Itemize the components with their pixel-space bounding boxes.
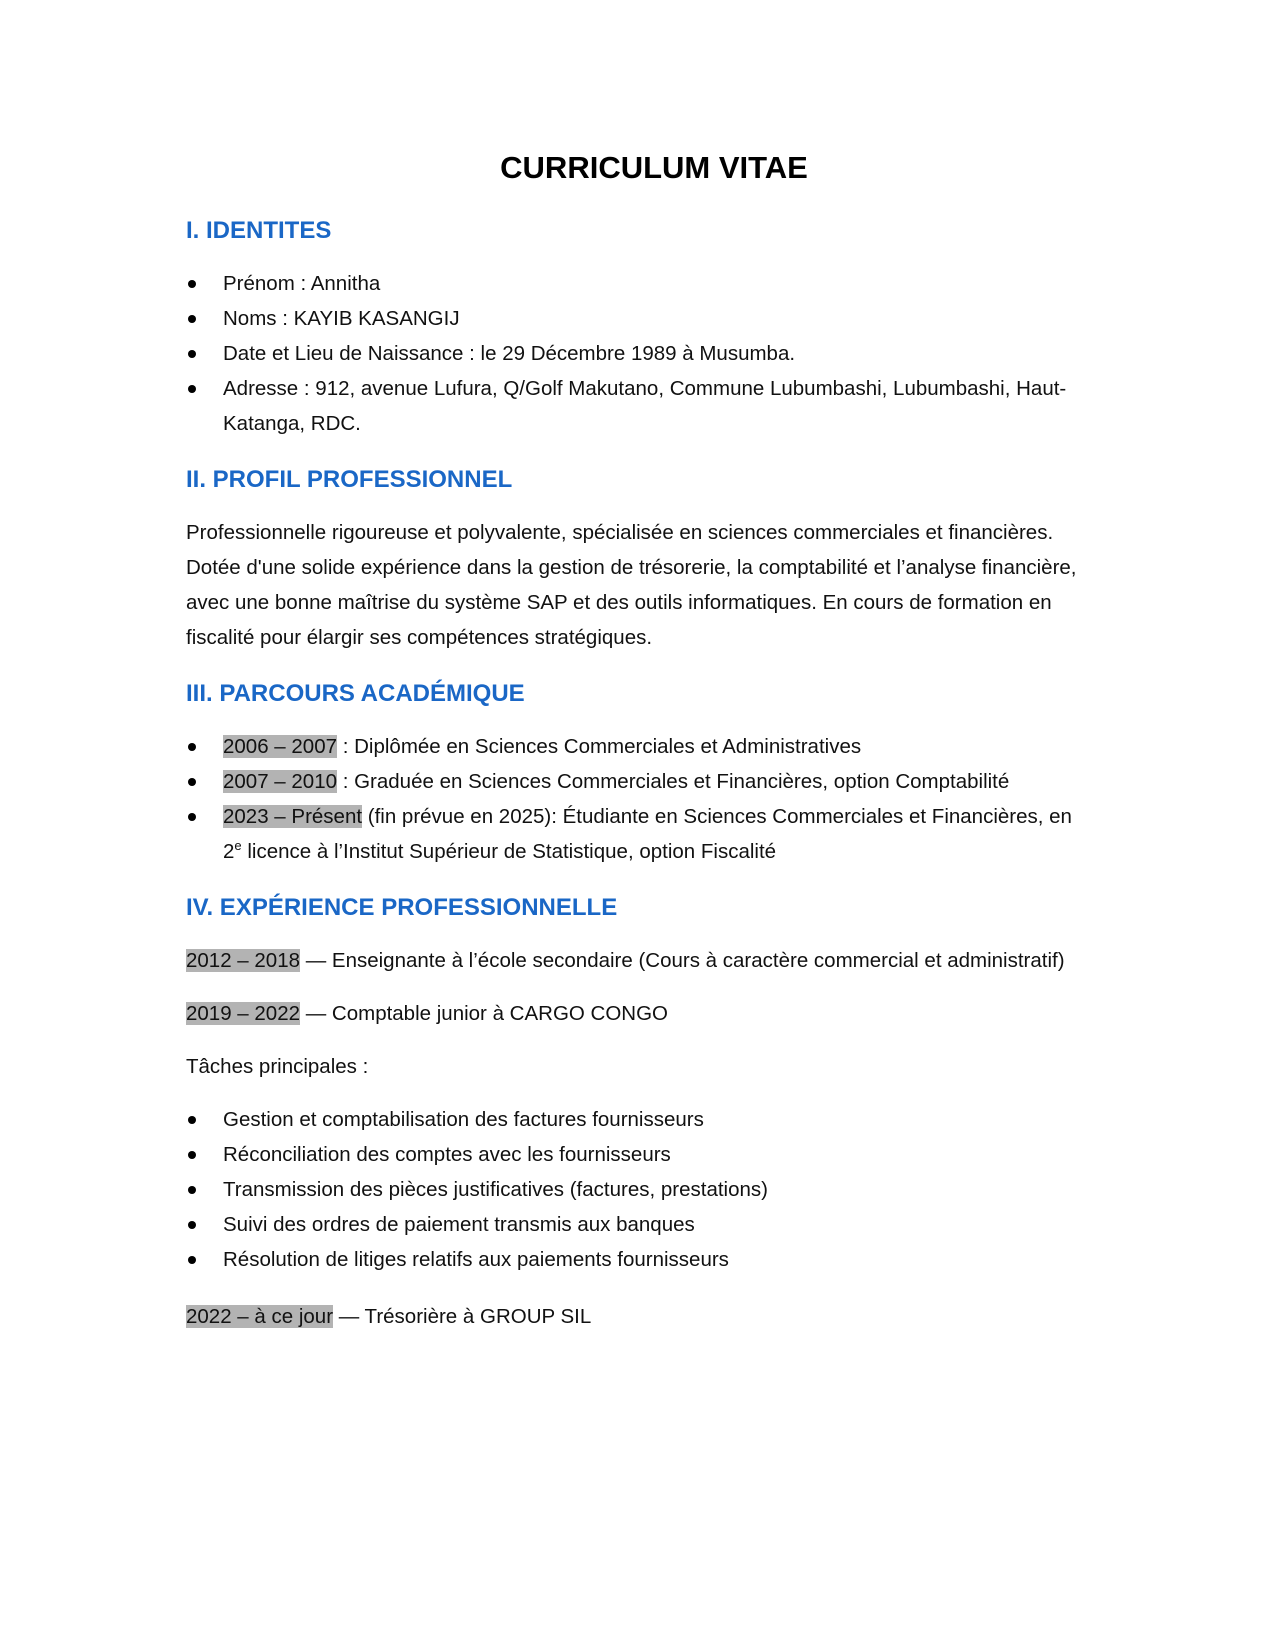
profil-paragraph: Professionnelle rigoureuse et polyvalente, spécialisée en sciences commerciales et financières. Dotée d'une solide expérience dans la gestion de trésorerie, la comptabilité et l’analyse financière, avec une bonne maîtrise du système SAP et des outils informatiques. En cours de formation en fiscalité pour élargir ses compétences stratégiques. <box>186 521 1077 649</box>
parcours-item <box>186 729 1086 764</box>
parcours-list <box>186 729 1086 869</box>
parcours-item <box>186 799 1086 869</box>
job-entry-current <box>186 1299 1086 1334</box>
task-item: Suivi des ordres de paiement transmis aux banques <box>186 1207 1086 1242</box>
task-item: Réconciliation des comptes avec les fournisseurs <box>186 1137 1086 1172</box>
parcours-item-text: : Diplômée en Sciences Commerciales et Administratives <box>337 735 862 758</box>
task-item: Transmission des pièces justificatives (factures, prestations) <box>186 1172 1086 1207</box>
identites-item-noms: Noms : KAYIB KASANGIJ <box>186 301 1086 336</box>
identites-item-adresse: Adresse : 912, avenue Lufura, Q/Golf Makutano, Commune Lubumbashi, Lubumbashi, Haut-Katanga, RDC. <box>186 371 1086 441</box>
task-item: Résolution de litiges relatifs aux paiements fournisseurs <box>186 1242 1086 1277</box>
identites-list <box>186 266 1086 441</box>
period-highlight: 2019 – 2022 <box>186 1002 301 1025</box>
parcours-item-text: (fin prévue en 2025): Étudiante en Sciences Commerciales et Financières, en 2 <box>223 805 1072 863</box>
section-heading-profil: II. PROFIL PROFESSIONNEL <box>186 466 513 493</box>
task-item: Gestion et comptabilisation des factures fournisseurs <box>186 1102 1086 1137</box>
period-highlight: 2022 – à ce jour <box>186 1305 334 1328</box>
section-heading-identites: I. IDENTITES <box>186 217 332 244</box>
parcours-item-text-end: licence à l’Institut Supérieur de Statistique, option Fiscalité <box>241 840 777 863</box>
period-highlight: 2006 – 2007 <box>223 735 338 758</box>
section-heading-parcours: III. PARCOURS ACADÉMIQUE <box>186 680 525 707</box>
parcours-item <box>186 764 1086 799</box>
superscript: e <box>234 838 242 854</box>
period-highlight: 2012 – 2018 <box>186 949 301 972</box>
job-entry <box>186 996 1086 1031</box>
period-highlight: 2007 – 2010 <box>223 770 338 793</box>
tasks-list <box>186 1102 1086 1277</box>
parcours-item-text: : Graduée en Sciences Commerciales et Financières, option Comptabilité <box>337 770 1010 793</box>
period-highlight: 2023 – Présent <box>223 805 363 828</box>
document-content <box>186 148 1086 1356</box>
job-description: — Enseignante à l’école secondaire (Cours à caractère commercial et administratif) <box>300 949 1065 972</box>
document-title: CURRICULUM VITAE <box>500 150 808 185</box>
identites-item-naissance: Date et Lieu de Naissance : le 29 Décembre 1989 à Musumba. <box>186 336 1086 371</box>
tasks-label: Tâches principales : <box>186 1055 369 1078</box>
identites-item-prenom: Prénom : Annitha <box>186 266 1086 301</box>
job-description: — Trésorière à GROUP SIL <box>333 1305 592 1328</box>
job-entry <box>186 943 1086 978</box>
job-description: — Comptable junior à CARGO CONGO <box>300 1002 668 1025</box>
section-heading-experience: IV. EXPÉRIENCE PROFESSIONNELLE <box>186 894 618 921</box>
